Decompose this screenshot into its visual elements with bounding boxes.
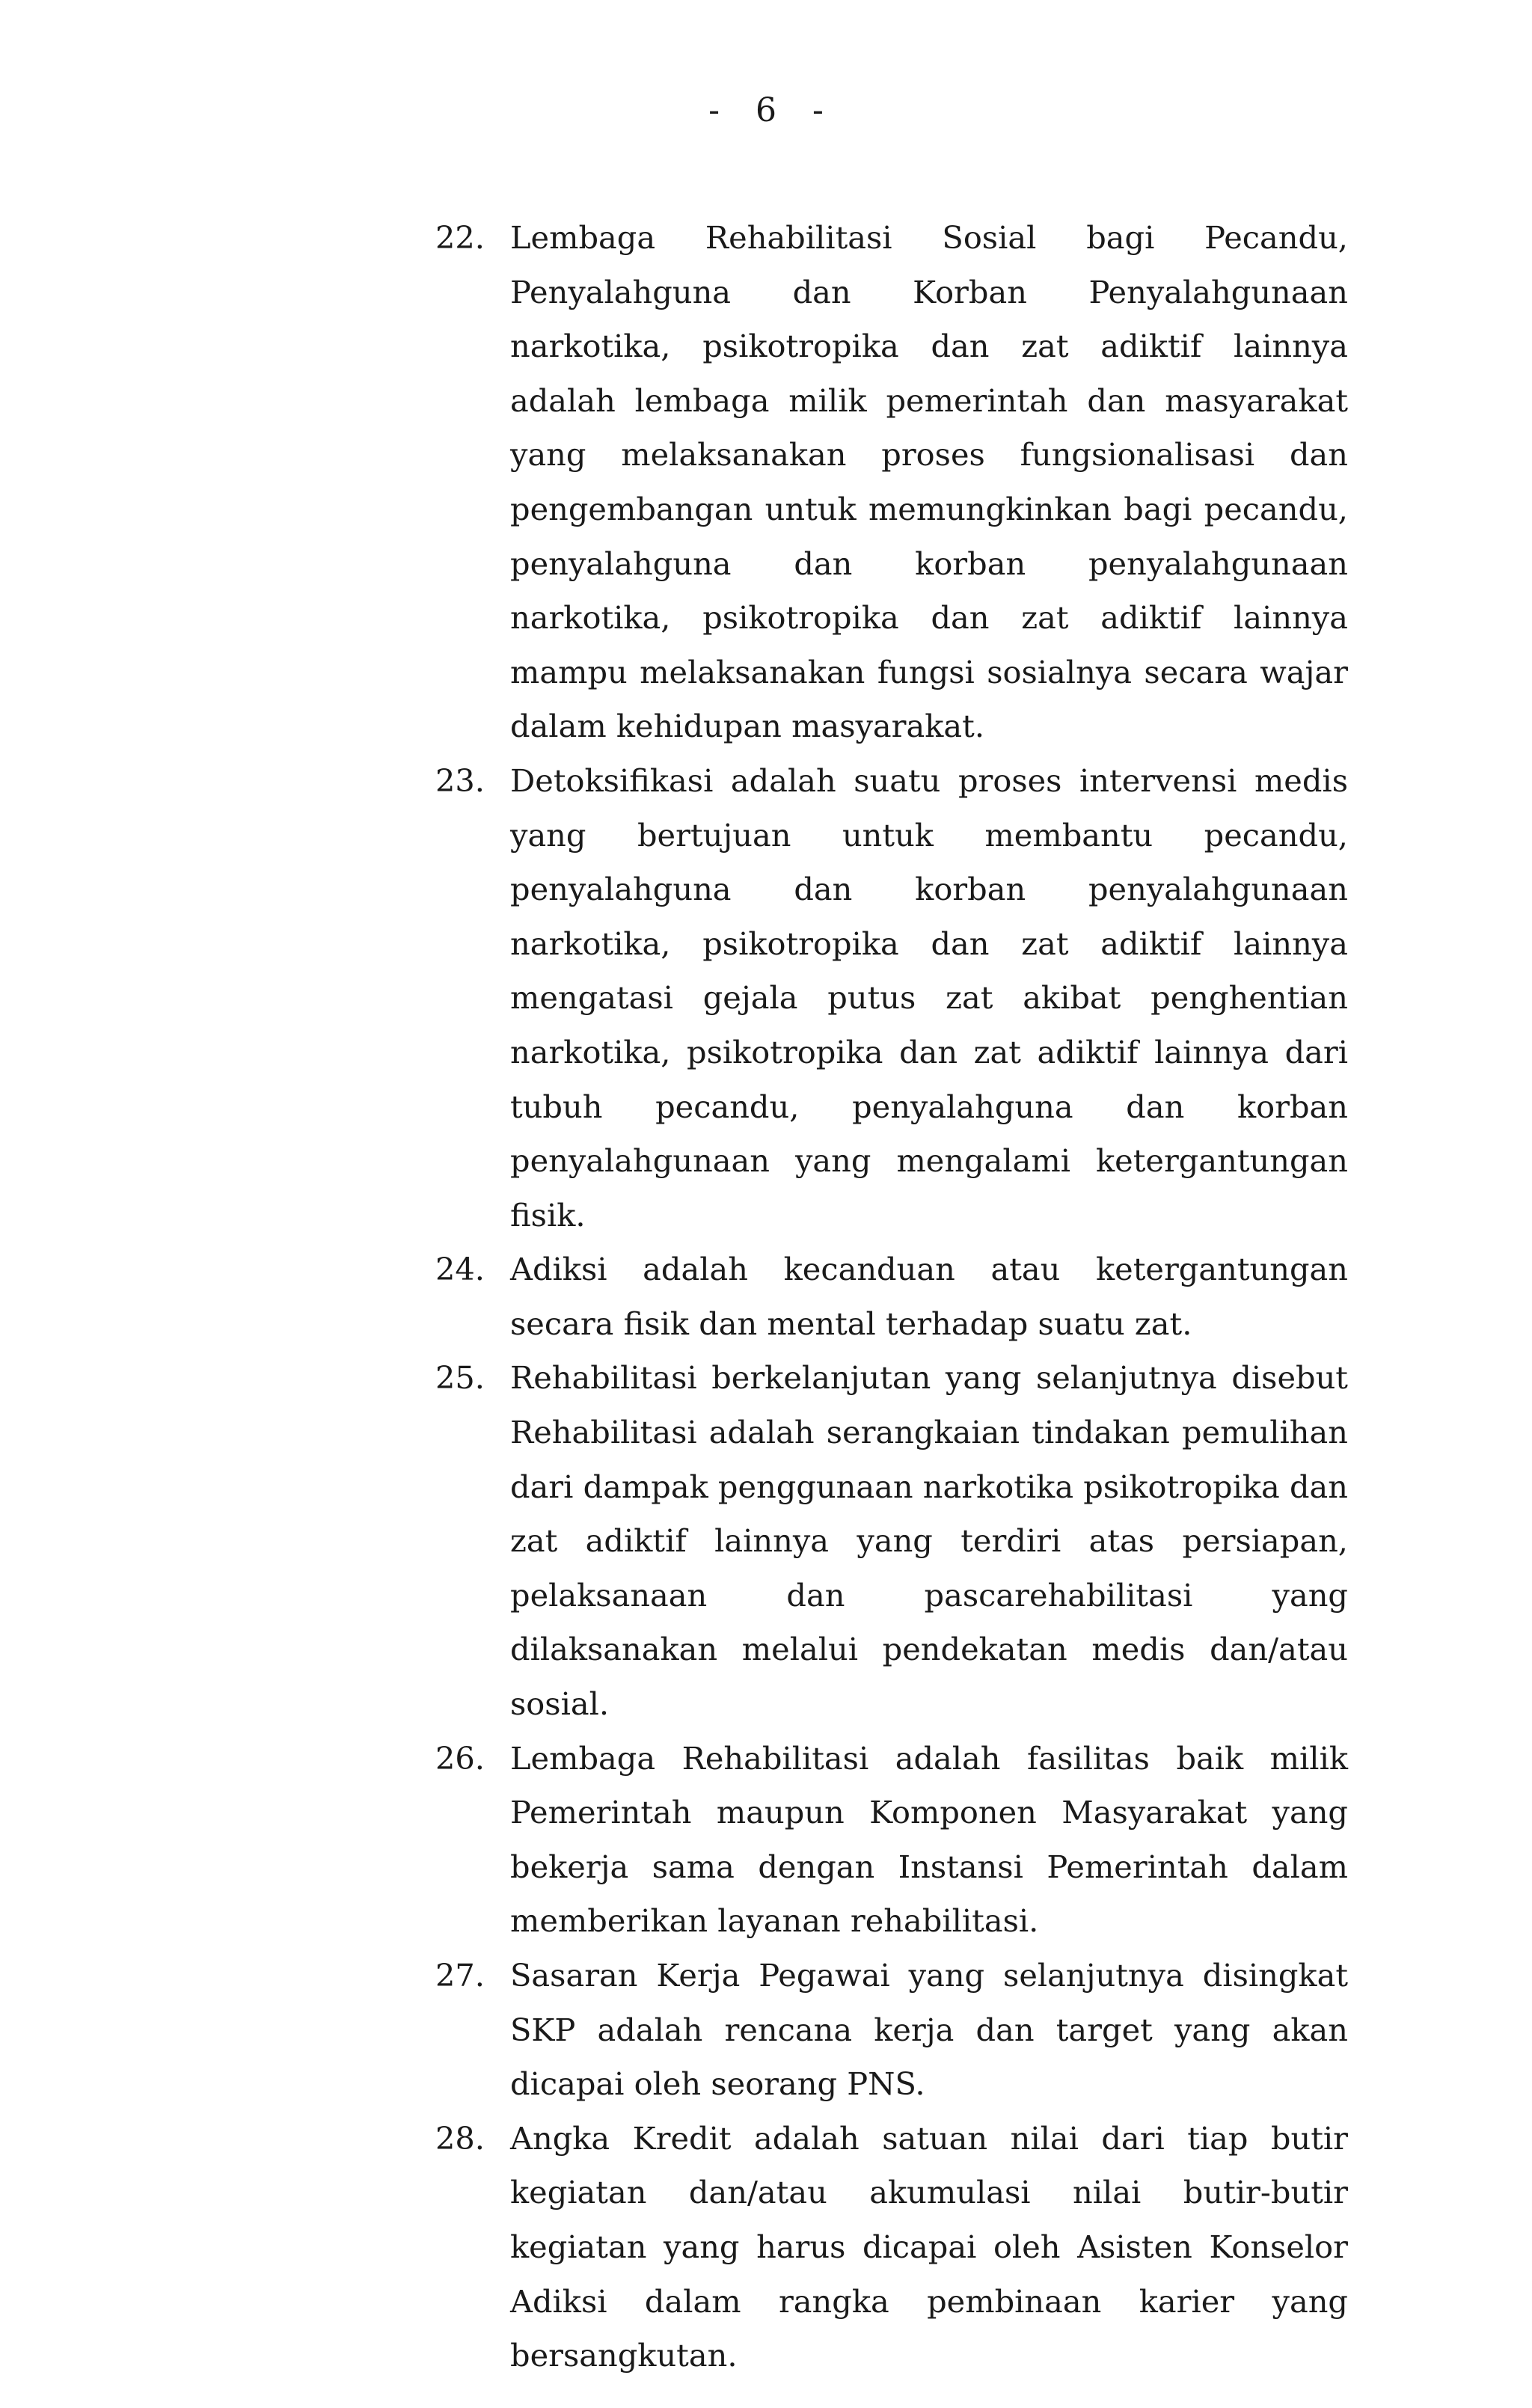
definition-item-22: [435, 211, 1348, 754]
definition-item-28: [435, 2112, 1348, 2383]
item-text: Detoksifikasi adalah suatu proses intervensi medis yang bertujuan untuk membantu pecandu, penyalahguna dan korban penyalahgunaan narkotika, psikotropika dan zat adiktif lainnya mengatasi gejala putus zat akibat penghentian narkotika, psikotropika dan zat adiktif lainnya dari tubuh pecandu, penyalahguna dan korban penyalahgunaan yang mengalami ketergantungan fisik.: [510, 762, 1348, 1234]
item-number: 26.: [435, 1739, 485, 1777]
item-text: Sasaran Kerja Pegawai yang selanjutnya disingkat SKP adalah rencana kerja dan target yang akan dicapai oleh seorang PNS.: [510, 1957, 1348, 2103]
definition-item-26: [435, 1732, 1348, 1949]
item-number: 28.: [435, 2119, 485, 2157]
item-number: 23.: [435, 762, 485, 799]
item-number: 25.: [435, 1359, 485, 1397]
item-text: Lembaga Rehabilitasi adalah fasilitas baik milik Pemerintah maupun Komponen Masyarakat yang bekerja sama dengan Instansi Pemerintah dalam memberikan layanan rehabilitasi.: [510, 1739, 1348, 1940]
item-text: Rehabilitasi berkelanjutan yang selanjutnya disebut Rehabilitasi adalah serangkaian tindakan pemulihan dari dampak penggunaan narkotika psikotropika dan zat adiktif lainnya yang terdiri atas persiapan, pelaksanaan dan pascarehabilitasi yang dilaksanakan melalui pendekatan medis dan/atau sosial.: [510, 1359, 1348, 1723]
definition-item-25: [435, 1351, 1348, 1731]
item-number: 24.: [435, 1251, 485, 1288]
item-text: Angka Kredit adalah satuan nilai dari tiap butir kegiatan dan/atau akumulasi nilai butir-butir kegiatan yang harus dicapai oleh Asisten Konselor Adiksi dalam rangka pembinaan karier yang bersangkutan.: [510, 2119, 1348, 2374]
definition-item-23: [435, 754, 1348, 1243]
item-text: Adiksi adalah kecanduan atau ketergantungan secara fisik dan mental terhadap suatu zat.: [510, 1251, 1348, 1342]
definition-item-24: [435, 1243, 1348, 1351]
definition-item-27: [435, 1949, 1348, 2112]
item-number: 27.: [435, 1957, 485, 1994]
page-number: - 6 -: [708, 91, 824, 129]
definition-list: [435, 211, 1348, 2383]
item-number: 22.: [435, 219, 485, 256]
item-text: Lembaga Rehabilitasi Sosial bagi Pecandu, Penyalahguna dan Korban Penyalahgunaan narkotika, psikotropika dan zat adiktif lainnya adalah lembaga milik pemerintah dan masyarakat yang melaksanakan proses fungsionalisasi dan pengembangan untuk memungkinkan bagi pecandu, penyalahguna dan korban penyalahgunaan narkotika, psikotropika dan zat adiktif lainnya mampu melaksanakan fungsi sosialnya secara wajar dalam kehidupan masyarakat.: [510, 219, 1348, 745]
